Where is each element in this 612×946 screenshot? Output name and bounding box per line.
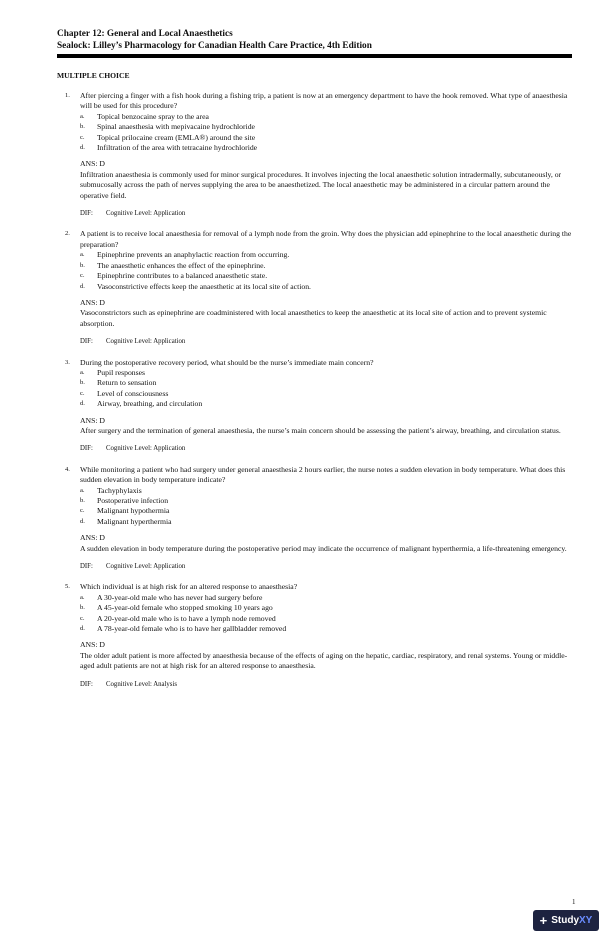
option-letter: a.	[80, 112, 85, 120]
brand-name: Study	[551, 915, 580, 926]
option-b	[80, 261, 572, 271]
brand-suffix: XY	[579, 915, 593, 926]
difficulty	[80, 562, 572, 572]
option-text: Spinal anaesthesia with mepivacaine hydrochloride	[97, 122, 255, 132]
question-number: 5.	[65, 583, 70, 591]
option-text: A 45-year-old female who stopped smoking 10 years ago	[97, 603, 273, 613]
rationale: After surgery and the termination of general anaesthesia, the nurse’s main concern should be assessing the patient’s airway, breathing, and circulation status.	[80, 425, 561, 435]
option-text: Epinephrine contributes to a balanced anaesthetic state.	[97, 271, 268, 281]
difficulty-label: DIF:	[80, 563, 93, 571]
option-letter: a.	[80, 486, 85, 494]
option-text: Return to sensation	[97, 378, 157, 388]
rationale: Infiltration anaesthesia is commonly used for minor surgical procedures. It involves injecting the local anaesthetic solution intradermally, subcutaneously, or submucosally across the path of nerves supplying the area to be anaesthetized. The local anaesthetic may be administered in a circular pattern around the operative field.	[80, 169, 562, 200]
option-d	[80, 399, 572, 409]
difficulty-value: Cognitive Level: Application	[106, 445, 186, 453]
page-number: 1	[572, 898, 576, 906]
question-number: 1.	[65, 92, 70, 99]
option-c	[80, 389, 572, 399]
difficulty-value: Cognitive Level: Application	[106, 563, 186, 571]
option-letter: c.	[80, 507, 85, 515]
option-c	[80, 133, 572, 143]
option-letter: b.	[80, 497, 85, 504]
book-title: Sealock: Lilley’s Pharmacology for Canadian Health Care Practice, 4th Edition	[57, 40, 372, 51]
option-b	[80, 122, 572, 132]
difficulty-label: DIF:	[80, 680, 93, 688]
question-3	[57, 358, 572, 455]
option-letter: a.	[80, 593, 85, 601]
studyxy-logo[interactable]	[533, 910, 599, 931]
option-letter: c.	[80, 389, 85, 397]
option-b	[80, 496, 572, 506]
chapter-title: Chapter 12: General and Local Anaesthetics	[57, 29, 233, 39]
question-4	[57, 465, 572, 573]
difficulty	[80, 680, 572, 690]
option-text: Malignant hypothermia	[97, 506, 170, 516]
question-list	[57, 91, 572, 700]
question-stem: After piercing a finger with a fish hook during a fishing trip, a patient is now at an emergency department to have the hook removed. What type of anaesthesia will be used for this procedure?	[80, 91, 568, 111]
answer-key: ANS: D	[80, 415, 105, 425]
option-text: Level of consciousness	[97, 388, 169, 398]
option-letter: b.	[80, 123, 85, 131]
option-letter: b.	[80, 379, 85, 387]
difficulty-value: Cognitive Level: Application	[106, 210, 186, 218]
option-d	[80, 282, 572, 292]
option-d	[80, 624, 572, 634]
option-b	[80, 603, 572, 613]
difficulty-label: DIF:	[80, 210, 93, 218]
option-text: Vasoconstrictive effects keep the anaesthetic at its local site of action.	[97, 281, 311, 291]
option-text: Postoperative infection	[97, 496, 169, 505]
option-d	[80, 143, 572, 153]
option-text: Topical benzocaine spray to the area	[97, 111, 209, 121]
question-2	[57, 229, 572, 347]
option-letter: b.	[80, 261, 85, 269]
header-rule	[57, 54, 572, 58]
option-text: Pupil responses	[97, 367, 146, 377]
difficulty	[80, 337, 572, 347]
option-letter: c.	[80, 133, 85, 141]
option-text: Epinephrine prevents an anaphylactic reaction from occurring.	[97, 250, 290, 260]
option-letter: a.	[80, 368, 85, 376]
option-text: Infiltration of the area with tetracaine hydrochloride	[97, 143, 258, 153]
option-text: Topical prilocaine cream (EMLA®) around the site	[97, 132, 256, 142]
difficulty	[80, 209, 572, 219]
option-letter: d.	[80, 282, 85, 290]
question-5	[57, 582, 572, 690]
option-text: Tachyphylaxis	[97, 485, 142, 495]
option-c	[80, 506, 572, 516]
option-b	[80, 378, 572, 388]
document-header	[57, 29, 572, 58]
answer-key: ANS: D	[80, 297, 105, 307]
question-stem: While monitoring a patient who had surgery under general anaesthesia 2 hours earlier, the nurse notes a sudden elevation in body temperature. What does this sudden elevation in body temperature indicate?	[80, 464, 566, 485]
option-letter: d.	[80, 517, 85, 525]
question-number: 4.	[65, 465, 70, 473]
option-text: A 20-year-old male who is to have a lymph node removed	[97, 613, 276, 623]
difficulty-label: DIF:	[80, 445, 93, 453]
rationale: The older adult patient is more affected by anaesthesia because of the effects of aging on the hepatic, cardiac, respiratory, and renal systems. Young or middle-aged adult patients are not at high risk for an altered response to anaesthesia.	[80, 650, 568, 671]
option-letter: c.	[80, 272, 85, 280]
difficulty-value: Cognitive Level: Analysis	[106, 680, 177, 688]
answer-key: ANS: D	[80, 640, 105, 650]
option-c	[80, 271, 572, 281]
difficulty-label: DIF:	[80, 338, 93, 346]
option-c	[80, 614, 572, 624]
option-text: Airway, breathing, and circulation	[97, 399, 203, 409]
option-a	[80, 250, 572, 260]
option-text: The anaesthetic enhances the effect of the epinephrine.	[97, 260, 266, 270]
answer-key: ANS: D	[80, 159, 105, 169]
rationale: A sudden elevation in body temperature during the postoperative period may indicate the occurrence of malignant hyperthermia, a life-threatening emergency.	[80, 543, 567, 553]
option-letter: d.	[80, 144, 85, 152]
rationale: Vasoconstrictors such as epinephrine are coadministered with local anaesthetics to keep the anaesthetic at its local site of action and to prevent systemic absorption.	[80, 308, 547, 328]
option-a	[80, 486, 572, 496]
option-letter: c.	[80, 614, 85, 622]
plus-icon: +	[539, 913, 548, 928]
question-number: 2.	[65, 230, 70, 238]
section-title: MULTIPLE CHOICE	[57, 71, 130, 80]
option-letter: d.	[80, 400, 85, 408]
answer-key: ANS: D	[80, 533, 105, 543]
question-stem: Which individual is at high risk for an altered response to anaesthesia?	[80, 582, 298, 592]
option-text: A 30-year-old male who has never had surgery before	[97, 592, 263, 602]
option-text: Malignant hyperthermia	[97, 516, 172, 526]
option-d	[80, 517, 572, 527]
option-letter: d.	[80, 625, 85, 633]
question-stem: During the postoperative recovery period, what should be the nurse’s immediate main concern?	[80, 357, 374, 367]
option-a	[80, 368, 572, 378]
question-stem: A patient is to receive local anaesthesia for removal of a lymph node from the groin. Why does the physician add epinephrine to the local anaesthetic during the preparation?	[80, 229, 572, 249]
option-letter: b.	[80, 604, 85, 612]
question-1	[57, 91, 572, 219]
difficulty-value: Cognitive Level: Application	[106, 338, 186, 346]
option-letter: a.	[80, 251, 85, 259]
difficulty	[80, 444, 572, 454]
option-a	[80, 593, 572, 603]
option-text: A 78-year-old female who is to have her gallbladder removed	[97, 624, 287, 634]
option-a	[80, 112, 572, 122]
question-number: 3.	[65, 358, 70, 366]
